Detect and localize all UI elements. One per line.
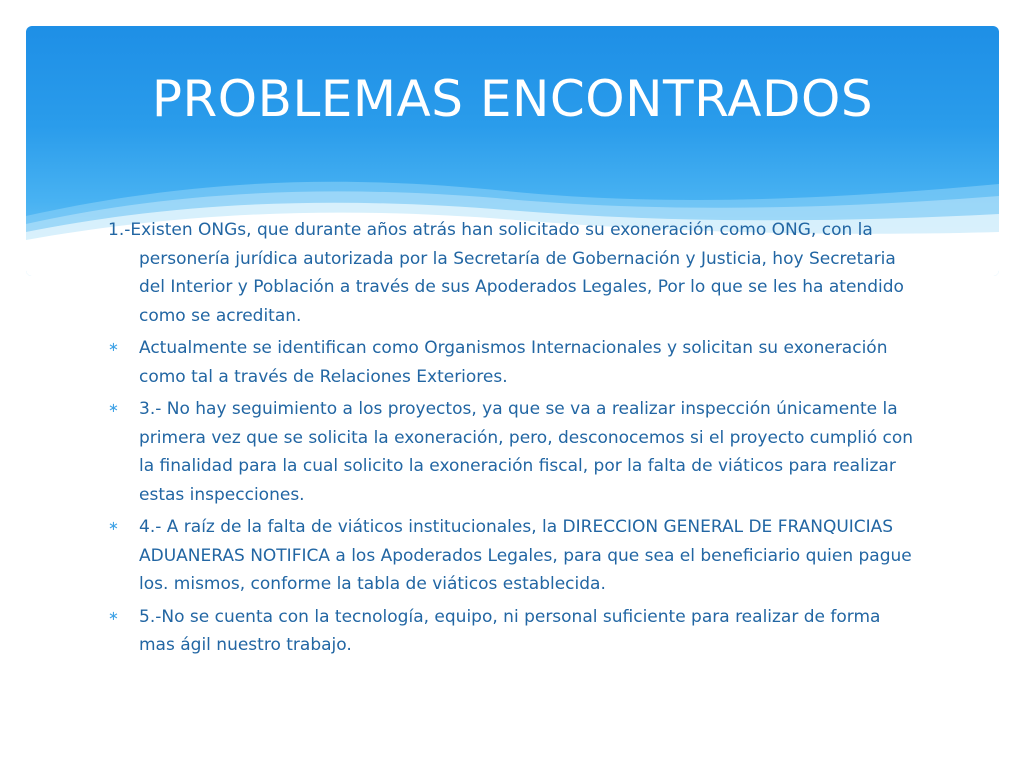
bullet-icon: ∗ — [108, 519, 119, 534]
list-item-1 — [108, 216, 918, 330]
list-item-text: 5.-No se cuenta con la tecnología, equipo, ni personal suficiente para realizar de forma mas ágil nuestro trabajo. — [139, 606, 881, 655]
bullet-icon: ∗ — [108, 608, 119, 624]
list-item-text: 1.-Existen ONGs, que durante años atrás han solicitado su exoneración como ONG, con la personería jurídica autorizada por la Secretaría de Gobernación y Justicia, hoy Secretaria del Interior y Población a través de sus Apoderados Legales, Por lo que se les ha atendido como se acreditan. — [108, 220, 904, 326]
slide-body — [108, 216, 918, 664]
bullet-icon: ∗ — [108, 401, 119, 416]
list-item-4 — [108, 513, 918, 599]
list-item-2 — [108, 334, 918, 391]
list-item-text: Actualmente se identifican como Organismos Internacionales y solicitan su exoneración como tal a través de Relaciones Exteriores. — [139, 338, 888, 387]
list-item-5 — [108, 603, 918, 660]
slide-title: PROBLEMAS ENCONTRADOS — [151, 70, 874, 128]
list-item-3 — [108, 395, 918, 509]
bullet-icon: ∗ — [108, 340, 119, 355]
list-item-text: 3.- No hay seguimiento a los proyectos, ya que se va a realizar inspección únicamente la primera vez que se solicita la exoneración, pero, desconocemos si el proyecto cumplió con la finalidad para la cual solicito la exoneración fiscal, por la falta de viáticos para realizar estas inspecciones. — [139, 399, 914, 505]
list-item-text: 4.- A raíz de la falta de viáticos institucionales, la DIRECCION GENERAL DE FRANQUICIAS ADUANERAS NOTIFICA a los Apoderados Legales, para que sea el beneficiario quien pague los. mismos, conforme la tabla de viáticos establecida. — [139, 517, 912, 594]
